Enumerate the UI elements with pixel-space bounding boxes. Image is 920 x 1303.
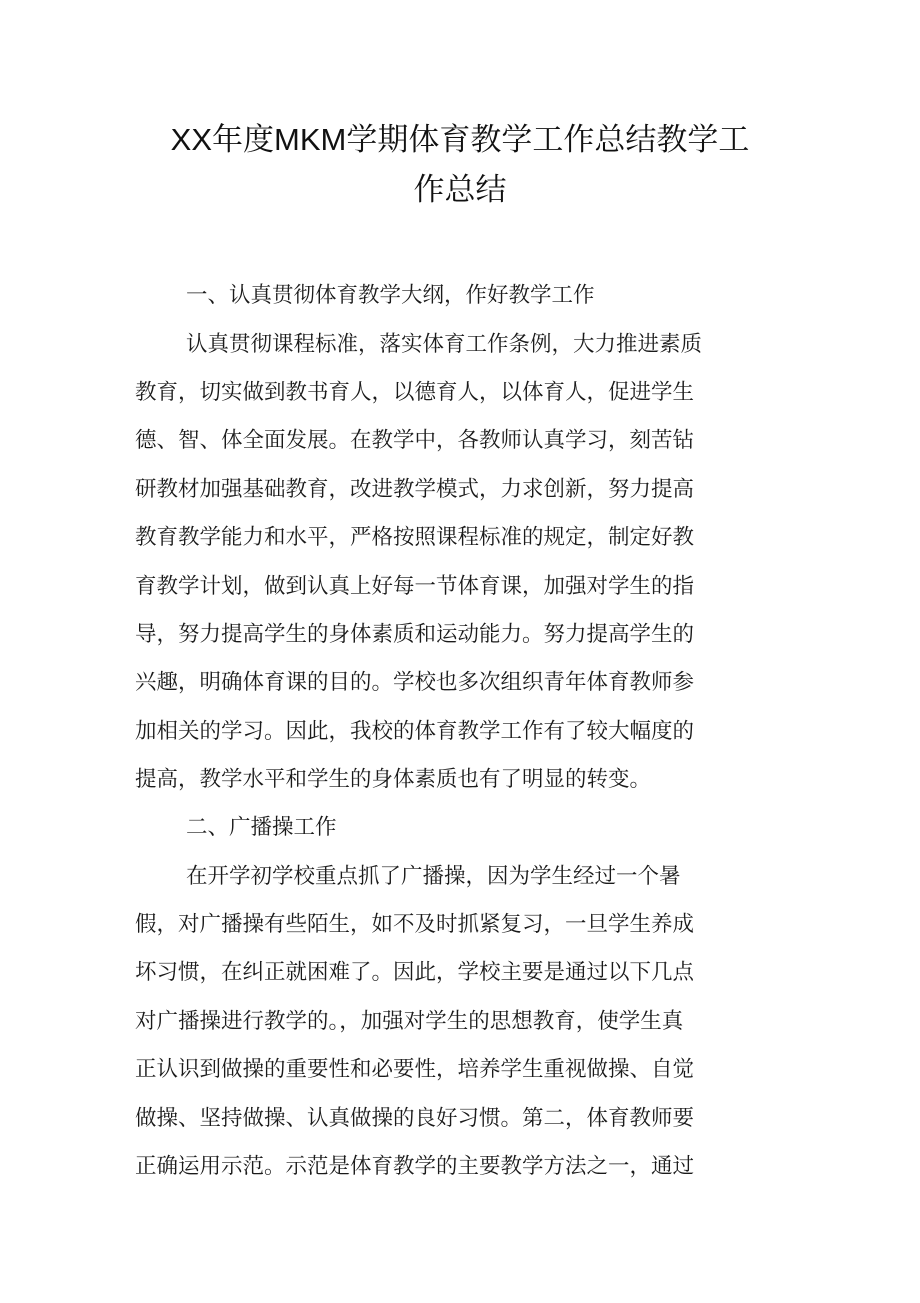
document-title-line-2: 作总结 (413, 172, 507, 207)
paragraph-line: 加相关的学习。因此，我校的体育教学工作有了较大幅度的 (135, 719, 695, 744)
paragraph-line: 研教材加强基础教育，改进教学模式，力求创新，努力提高 (135, 477, 695, 502)
paragraph-line: 在开学初学校重点抓了广播操，因为学生经过一个暑 (186, 864, 681, 889)
paragraph-line: 育教学计划，做到认真上好每一节体育课，加强对学生的指 (135, 574, 695, 599)
section-heading-1: 一、认真贯彻体育教学大纲，作好教学工作 (186, 283, 595, 308)
paragraph-line: 提高，教学水平和学生的身体素质也有了明显的转变。 (135, 767, 652, 792)
paragraph-line: 假，对广播操有些陌生，如不及时抓紧复习，一旦学生养成 (135, 912, 695, 937)
paragraph-line: 认真贯彻课程标准，落实体育工作条例，大力推进素质 (186, 332, 703, 357)
paragraph-line: 兴趣，明确体育课的目的。学校也多次组织青年体育教师参 (135, 670, 695, 695)
paragraph-line: 教育教学能力和水平，严格按照课程标准的规定，制定好教 (135, 525, 695, 550)
paragraph-line: 做操、坚持做操、认真做操的良好习惯。第二，体育教师要 (135, 1106, 695, 1131)
paragraph-line: 坏习惯，在纠正就困难了。因此，学校主要是通过以下几点 (135, 960, 695, 985)
paragraph-line: 德、智、体全面发展。在教学中，各教师认真学习，刻苦钻 (135, 428, 695, 453)
paragraph-line: 正确运用示范。示范是体育教学的主要教学方法之一，通过 (135, 1154, 695, 1179)
paragraph-line: 导，努力提高学生的身体素质和运动能力。努力提高学生的 (135, 622, 695, 647)
document-title-line-1: XX年度MKM学期体育教学工作总结教学工 (170, 122, 750, 157)
paragraph-line: 教育，切实做到教书育人，以德育人，以体育人，促进学生 (135, 380, 695, 405)
paragraph-line: 对广播操进行教学的。，加强对学生的思想教育，使学生真 (135, 1009, 684, 1034)
section-heading-2: 二、广播操工作 (186, 815, 337, 840)
paragraph-line: 正认识到做操的重要性和必要性，培养学生重视做操、自觉 (135, 1057, 695, 1082)
